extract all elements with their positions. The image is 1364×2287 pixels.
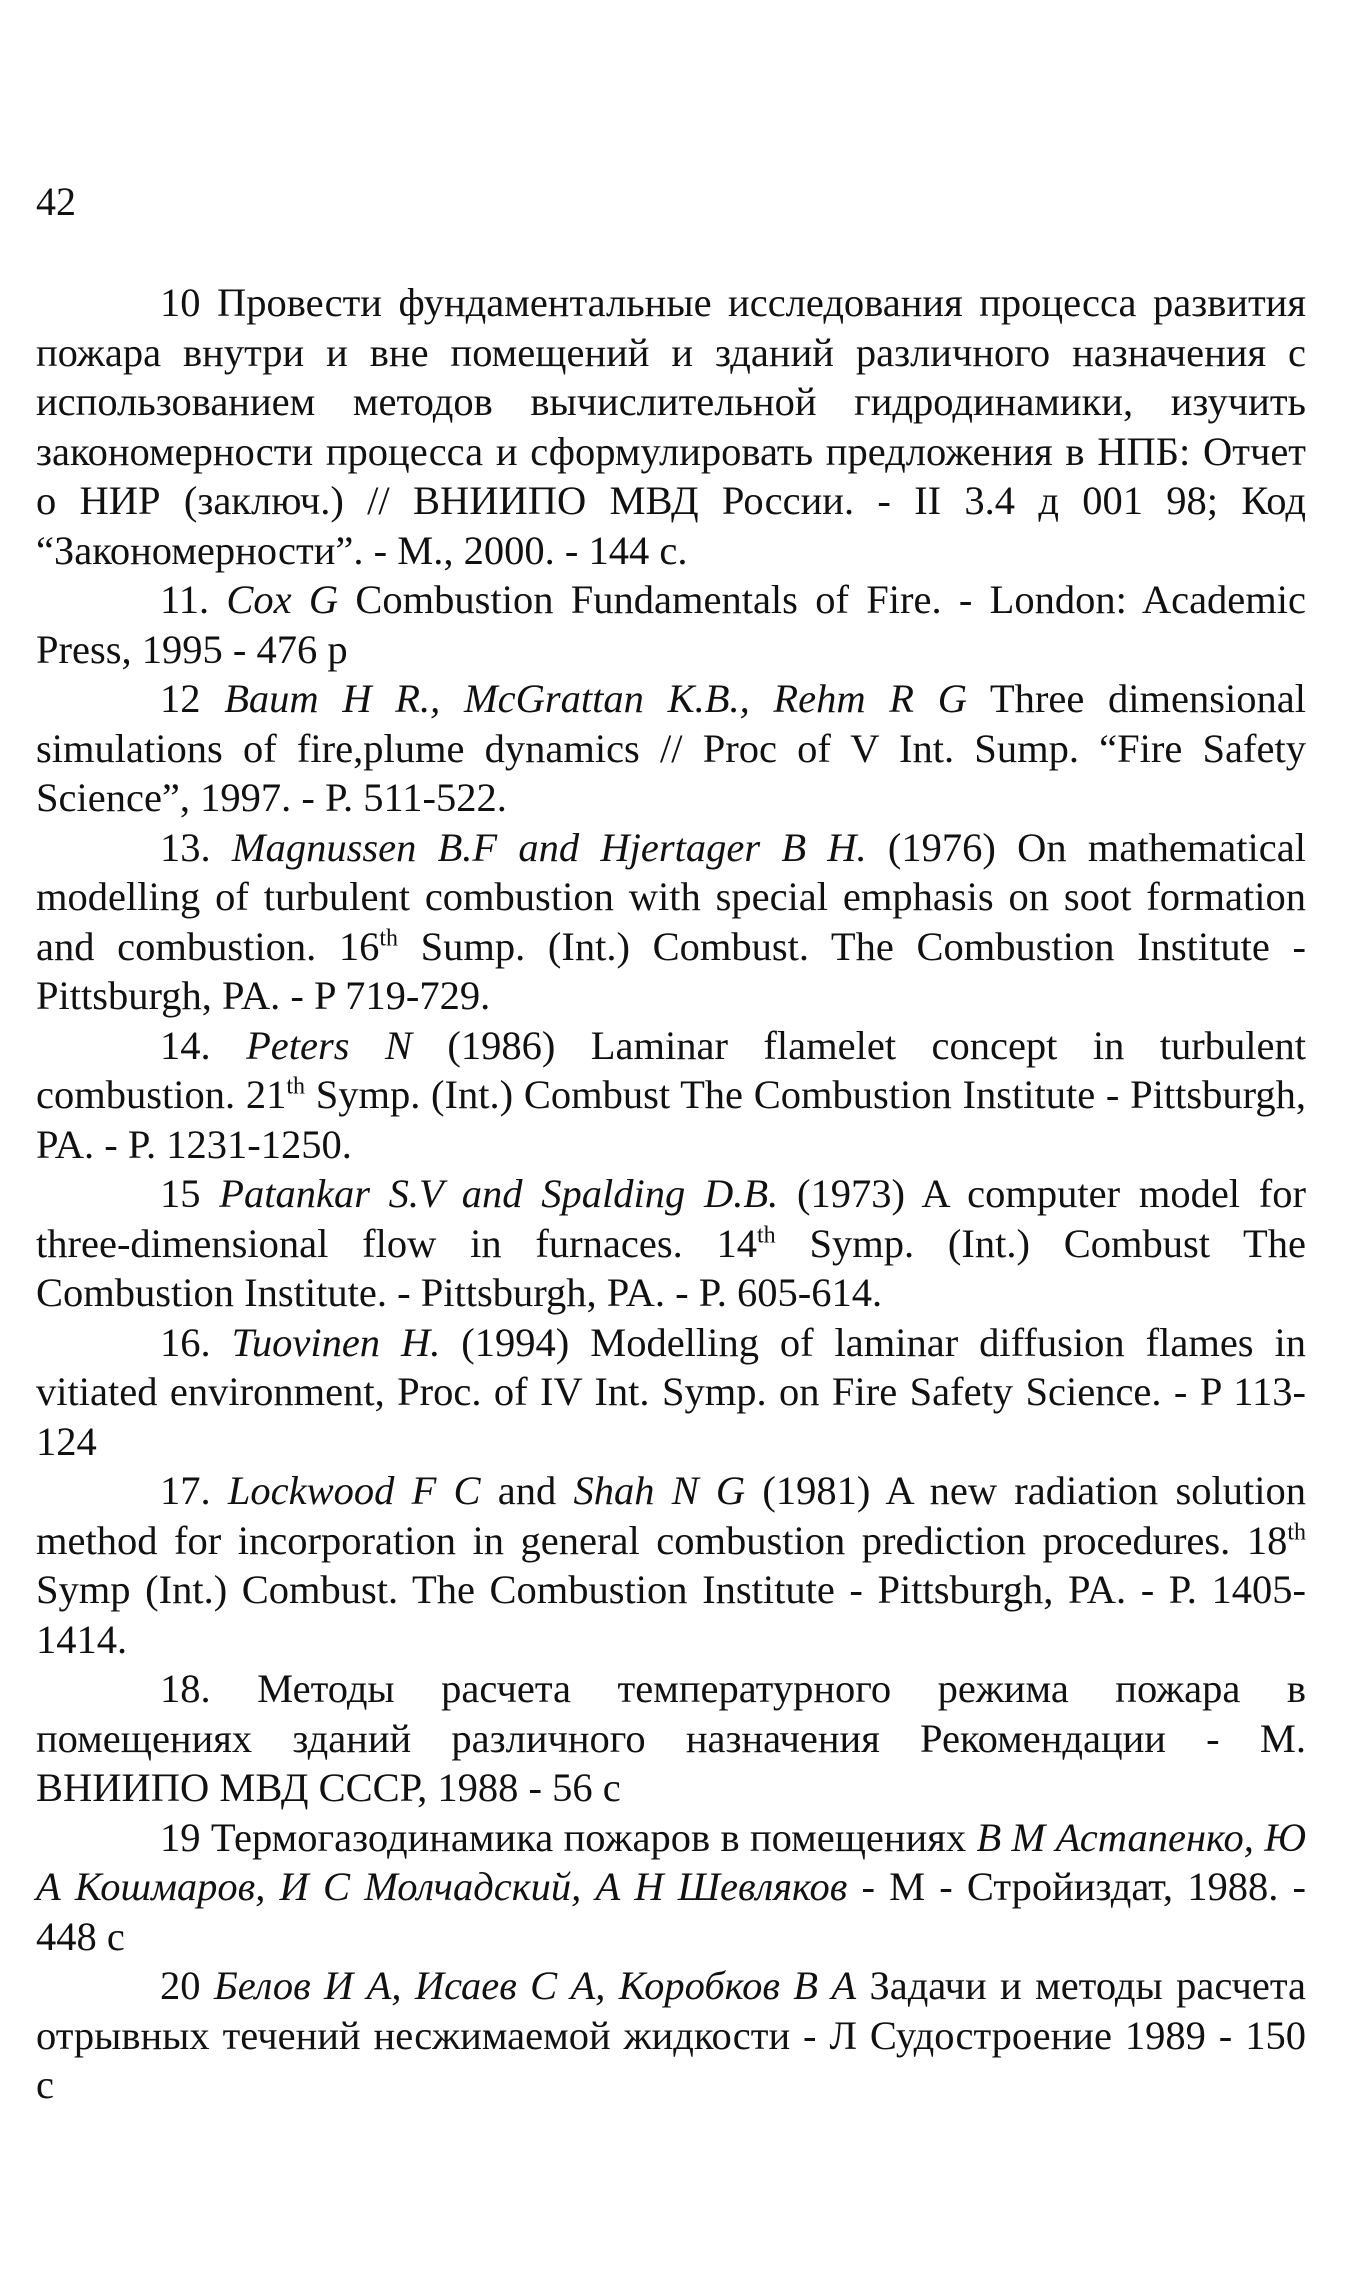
ordinal-suffix: th: [286, 1073, 305, 1100]
reference-number: 18.: [160, 1666, 211, 1711]
reference-item: [36, 575, 1306, 674]
reference-text: (1976) On mathematical modelling of turbulent combustion with special emphasis on soot formation and combustion. 16: [36, 824, 1306, 969]
reference-text: Задачи и методы расчета отрывных течений несжимаемой жидкости - Л Судостроение 1989 - 150 с: [36, 1963, 1306, 2107]
reference-item: [36, 1466, 1306, 1664]
reference-item: [36, 823, 1306, 1021]
reference-authors: Cox G: [226, 577, 339, 622]
reference-text: Three dimensional simulations of fire,plume dynamics // Proc of V Int. Sump. “Fire Safety Science”, 1997. - P. 511-522.: [36, 676, 1307, 820]
reference-item: [36, 674, 1306, 823]
reference-authors: Lockwood F C: [227, 1468, 481, 1513]
reference-text: Sump. (Int.) Combust. The Combustion Institute - Pittsburgh, PA. - P 719-729.: [36, 923, 1306, 1018]
reference-text: - М - Стройиздат, 1988. - 448 с: [36, 1864, 1306, 1959]
reference-number: 19: [160, 1814, 201, 1860]
reference-item: [36, 1664, 1306, 1813]
reference-number: 16.: [160, 1319, 211, 1365]
reference-text: (1981) A new radiation solution method for incorporation in general combustion prediction procedures. 18: [36, 1468, 1306, 1563]
reference-text: Термогазодинамика пожаров в помещениях: [210, 1814, 977, 1860]
reference-authors: Shah N G: [573, 1468, 746, 1513]
reference-authors: Белов И А, Исаев С А, Коробков В А: [213, 1963, 857, 2008]
reference-authors: Magnussen B.F and Hjertager B H.: [231, 824, 867, 870]
reference-number: 14.: [160, 1022, 211, 1068]
reference-number: 10: [160, 280, 201, 325]
reference-text: (1994) Modelling of laminar diffusion flames in vitiated environment, Proc. of IV Int. Symp. on Fire Safety Science. - P 113-124: [36, 1319, 1306, 1464]
reference-authors: Peters N: [246, 1022, 412, 1068]
reference-item: [36, 1169, 1306, 1318]
reference-list: [36, 278, 1306, 2110]
reference-text: Symp. (Int.) Combust The Combustion Institute - Pittsburgh, PA. - P. 1231-1250.: [36, 1072, 1306, 1167]
reference-number: 13.: [160, 824, 211, 870]
page-number: 42: [36, 179, 76, 224]
reference-number: 17.: [160, 1468, 211, 1513]
reference-authors: Baum H R., McGrattan K.B., Rehm R G: [224, 676, 967, 721]
ordinal-suffix: th: [379, 925, 399, 951]
reference-text: Методы расчета температурного режима пожара в помещениях зданий различного назначения Рекомендации - М. ВНИИПО МВД СССР, 1988 - 56 с: [36, 1666, 1306, 1810]
reference-number: 15: [160, 1171, 201, 1216]
reference-text: and: [480, 1468, 574, 1513]
reference-text: Combustion Fundamentals of Fire. - London: Academic Press, 1995 - 476 p: [36, 577, 1307, 672]
reference-number: 20: [160, 1963, 201, 2008]
reference-text: (1986) Laminar flamelet concept in turbulent combustion. 21: [36, 1022, 1307, 1117]
reference-authors: Tuovinen H.: [231, 1319, 441, 1365]
reference-number: 12: [160, 676, 201, 721]
reference-item: [36, 1961, 1306, 2110]
reference-item: [36, 1021, 1306, 1170]
reference-authors: В М Астапенко, Ю А Кошмаров, И С Молчадский, А Н Шевляков: [36, 1814, 1306, 1909]
reference-text: Symp. (Int.) Combust The Combustion Institute. - Pittsburgh, PA. - P. 605-614.: [36, 1220, 1306, 1315]
reference-authors: Patankar S.V and Spalding D.B.: [219, 1171, 779, 1216]
ordinal-suffix: th: [1287, 1519, 1306, 1545]
reference-number: 11.: [160, 577, 210, 622]
reference-item: [36, 278, 1306, 575]
reference-text: Провести фундаментальные исследования процесса развития пожара внутри и вне помещений и зданий различного назначения с использованием методов вычислительной гидродинамики, изучить закономерности процесса и сформулировать предложения в НПБ: Отчет о НИР (заключ.) // ВНИИПО МВД России. - II 3.4 д 001 98; Код “Закономерности”. - М., 2000. - 144 с.: [36, 280, 1306, 573]
reference-item: [36, 1813, 1306, 1962]
reference-item: [36, 1318, 1306, 1467]
reference-text: (1973) A computer model for three-dimensional flow in furnaces. 14: [36, 1171, 1307, 1266]
ordinal-suffix: th: [757, 1222, 776, 1248]
reference-text: Symp (Int.) Combust. The Combustion Institute - Pittsburgh, PA. - P. 1405-1414.: [36, 1567, 1306, 1662]
